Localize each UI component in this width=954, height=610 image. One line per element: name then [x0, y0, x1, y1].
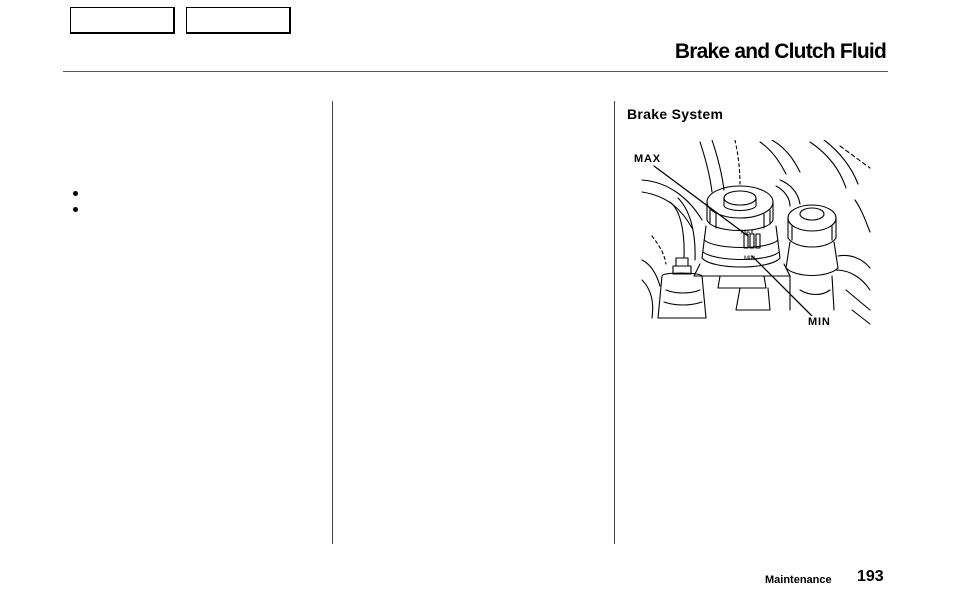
- next-page-button[interactable]: [186, 7, 291, 34]
- brake-reservoir-drawing: [640, 140, 872, 330]
- page-title: Brake and Clutch Fluid: [674, 40, 886, 63]
- reservoir-max-mark: MAX: [741, 230, 755, 236]
- max-label: MAX: [634, 153, 661, 165]
- bullet-item: [70, 202, 86, 218]
- figure-caption: Brake System: [627, 106, 724, 122]
- page-number: 193: [857, 568, 884, 585]
- min-label: MIN: [808, 316, 831, 328]
- column-divider-left: [332, 101, 333, 544]
- bullet-item: [70, 186, 86, 202]
- footer-section-name: Maintenance: [765, 574, 832, 586]
- previous-page-button[interactable]: [70, 7, 175, 34]
- brake-reservoir-illustration: [634, 140, 872, 330]
- bullet-dot-icon: [73, 191, 78, 196]
- column-divider-right: [614, 101, 615, 544]
- title-rule: [63, 71, 888, 72]
- reservoir-min-mark: MIN: [744, 256, 755, 262]
- bullet-list: [70, 186, 86, 218]
- bullet-dot-icon: [73, 207, 78, 212]
